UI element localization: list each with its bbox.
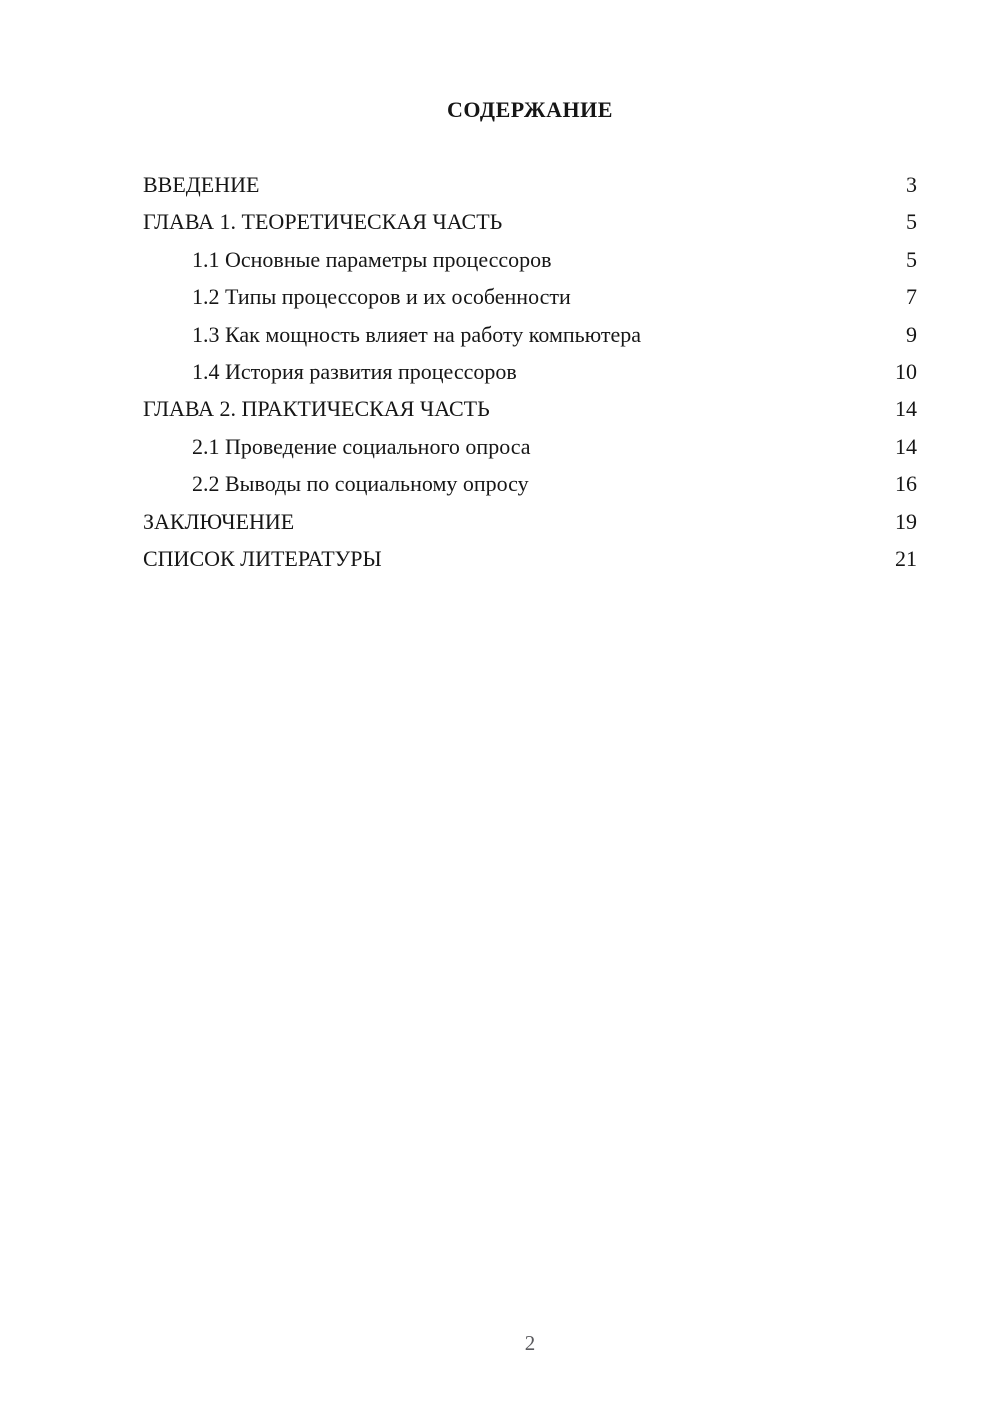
toc-entry [143,241,917,278]
toc-entry [143,540,917,577]
toc-entry [143,278,917,315]
toc-entry-page-number: 10 [895,359,917,385]
table-of-contents [143,166,917,577]
toc-entry-label: 2.2 Выводы по социальному опросу [192,471,529,497]
toc-entry-label: ВВЕДЕНИЕ [143,172,260,197]
toc-entry-label: 1.2 Типы процессоров и их особенности [192,284,571,310]
toc-entry [143,390,917,427]
toc-entry-page-number: 5 [906,209,917,235]
toc-entry-page-number: 7 [906,284,917,310]
page-title: СОДЕРЖАНИЕ [447,97,613,122]
toc-entry [143,316,917,353]
toc-entry-label: ГЛАВА 2. ПРАКТИЧЕСКАЯ ЧАСТЬ [143,396,490,422]
toc-entry [143,203,917,240]
toc-entry [143,465,917,502]
toc-entry-page-number: 21 [895,546,917,572]
toc-entry-label: 1.3 Как мощность влияет на работу компьютера [192,321,641,347]
toc-entry-label: 1.4 История развития процессоров [192,359,517,385]
toc-entry-page-number: 5 [906,246,917,272]
toc-entry-page-number: 9 [906,321,917,347]
toc-entry [143,166,917,203]
toc-entry-page-number: 19 [895,508,917,534]
toc-entry-page-number: 14 [895,433,917,459]
toc-entry [143,428,917,465]
toc-entry-label: ЗАКЛЮЧЕНИЕ [143,508,295,534]
toc-entry-label: СПИСОК ЛИТЕРАТУРЫ [143,546,382,572]
toc-entry-page-number: 16 [895,471,917,497]
toc-entry [143,503,917,540]
footer-page-number: 2 [524,1331,536,1355]
toc-entry-label: 2.1 Проведение социального опроса [192,433,531,459]
toc-entry-page-number: 3 [906,172,917,197]
toc-entry [143,353,917,390]
toc-entry-label: ГЛАВА 1. ТЕОРЕТИЧЕСКАЯ ЧАСТЬ [143,209,503,235]
toc-entry-label: 1.1 Основные параметры процессоров [192,246,552,272]
toc-entry-page-number: 14 [895,396,917,422]
